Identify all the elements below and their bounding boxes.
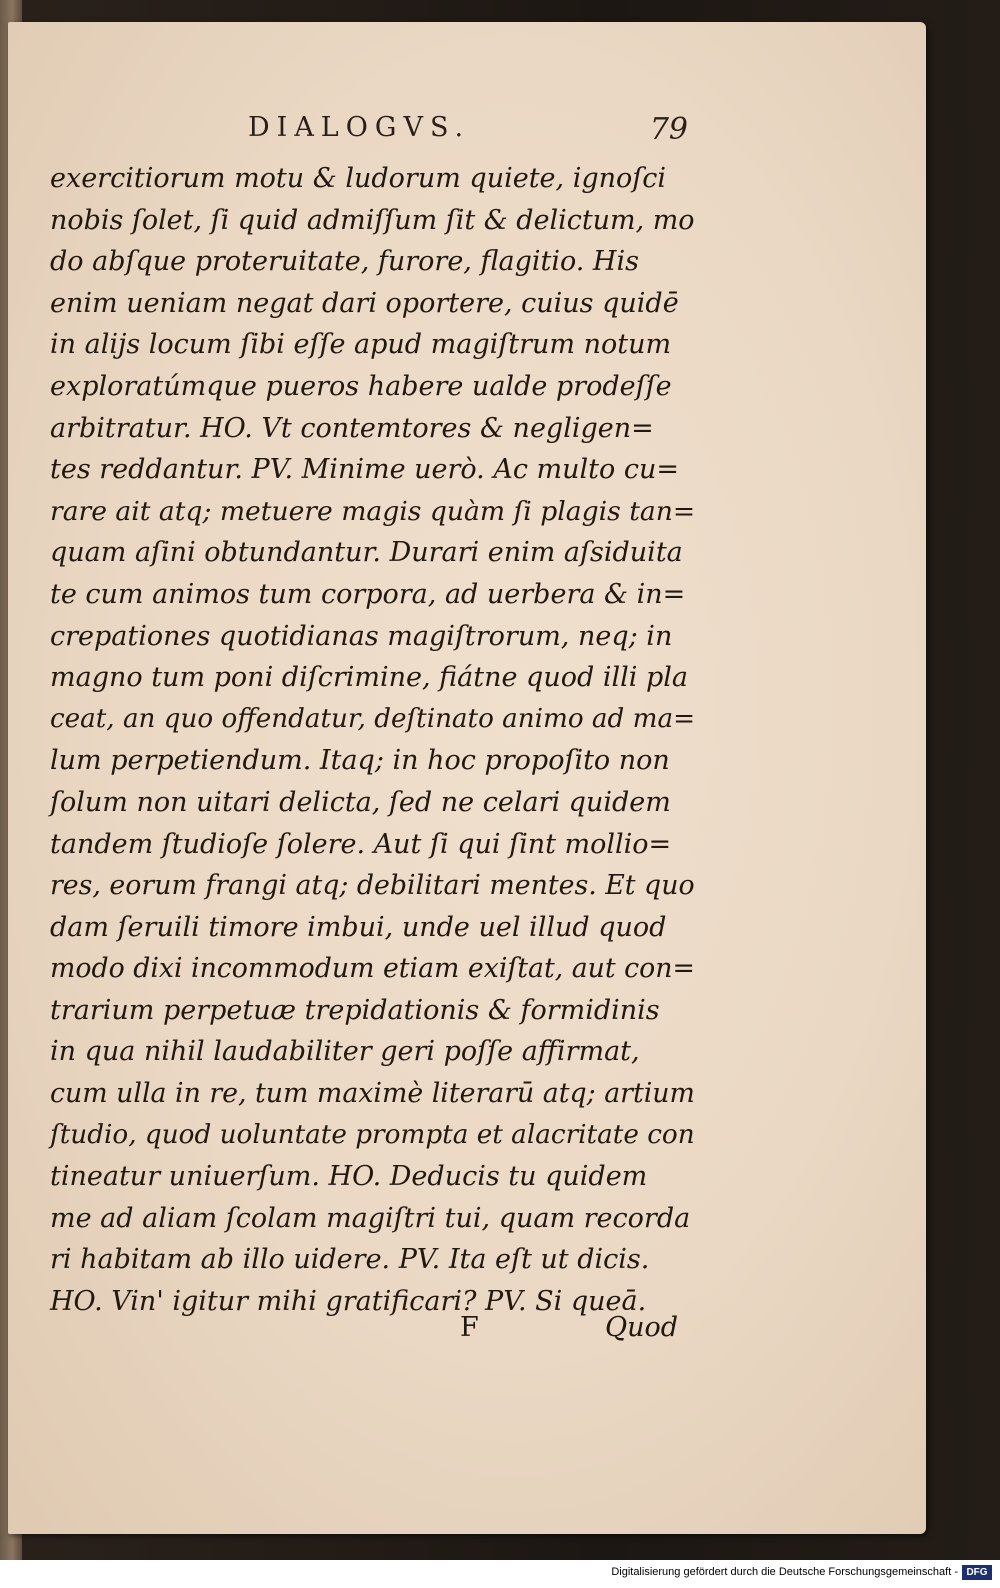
text-line: ſolum non uitari delicta, ſed ne celari quidem <box>50 786 671 818</box>
text-line: tes reddantur. PV. Minime uerò. Ac multo cu= <box>50 454 680 486</box>
text-line: cum ulla in re, tum maximè literarū atq; artium <box>50 1078 695 1110</box>
dfg-logo: DFG <box>962 1565 992 1580</box>
text-line: HO. Vin' igitur mihi gratificari? PV. Si queā. <box>50 1286 647 1318</box>
text-line: res, eorum frangi atq; debilitari mentes. Et quo <box>50 870 695 902</box>
text-line: modo dixi incommodum etiam exiſtat, aut con= <box>50 953 695 985</box>
digitization-footer <box>0 1560 1000 1588</box>
text-line: enim ueniam negat dari oportere, cuius quidē <box>50 287 679 319</box>
catchword: Quod <box>605 1312 679 1343</box>
text-line: te cum animos tum corpora, ad uerbera & in= <box>50 578 686 610</box>
text-line: exercitiorum motu & ludorum quiete, ignoſci <box>50 163 667 194</box>
text-line: do abſque proteruitate, furore, flagitio. His <box>50 246 639 278</box>
text-line: magno tum poni diſcrimine, fiátne quod illi pla <box>50 662 688 694</box>
body-text <box>50 158 695 1323</box>
page-number: 79 <box>649 112 688 147</box>
text-line: ri habitam ab illo uidere. PV. Ita eſt ut dicis. <box>50 1244 650 1276</box>
text-line: quam aſini obtundantur. Durari enim aſsiduita <box>50 537 683 569</box>
text-line: lum perpetiendum. Itaq; in hoc propoſito non <box>50 745 670 777</box>
text-line: tineatur uniuerſum. HO. Deducis tu quidem <box>50 1161 648 1193</box>
text-line: dam ſeruili timore imbui, unde uel illud quod <box>50 911 667 943</box>
text-line: exploratúmque pueros habere ualde prodeſſe <box>50 370 672 402</box>
page-foot <box>0 1312 1000 1352</box>
text-line: ſtudio, quod uoluntate prompta et alacritate con <box>50 1119 695 1150</box>
signature-mark: F <box>460 1312 479 1343</box>
text-line: tandem ſtudioſe ſolere. Aut ſi qui ſint mollio= <box>50 828 672 860</box>
text-line: trarium perpetuæ trepidationis & formidinis <box>50 994 660 1026</box>
text-line: crepationes quotidianas magiſtrorum, neq; in <box>50 620 673 652</box>
funding-notice: Digitalisierung gefördert durch die Deutsche Forschungsgemeinschaft - <box>611 1566 958 1578</box>
page-header <box>248 112 688 152</box>
text-line: ceat, an quo offendatur, deſtinato animo ad ma= <box>50 703 696 734</box>
text-line: arbitratur. HO. Vt contemtores & negligen= <box>50 412 654 444</box>
text-line: rare ait atq; metuere magis quàm ſi plagis tan= <box>50 495 696 527</box>
text-line: in qua nihil laudabiliter geri poſſe affirmat, <box>50 1036 640 1068</box>
text-line: nobis ſolet, ſi quid admiſſum ſit & delictum, mo <box>50 204 695 236</box>
text-line: in alijs locum ſibi eſſe apud magiſtrum notum <box>50 329 672 361</box>
running-head: DIALOGVS. <box>248 112 471 143</box>
text-line: me ad aliam ſcolam magiſtri tui, quam recorda <box>50 1202 691 1234</box>
